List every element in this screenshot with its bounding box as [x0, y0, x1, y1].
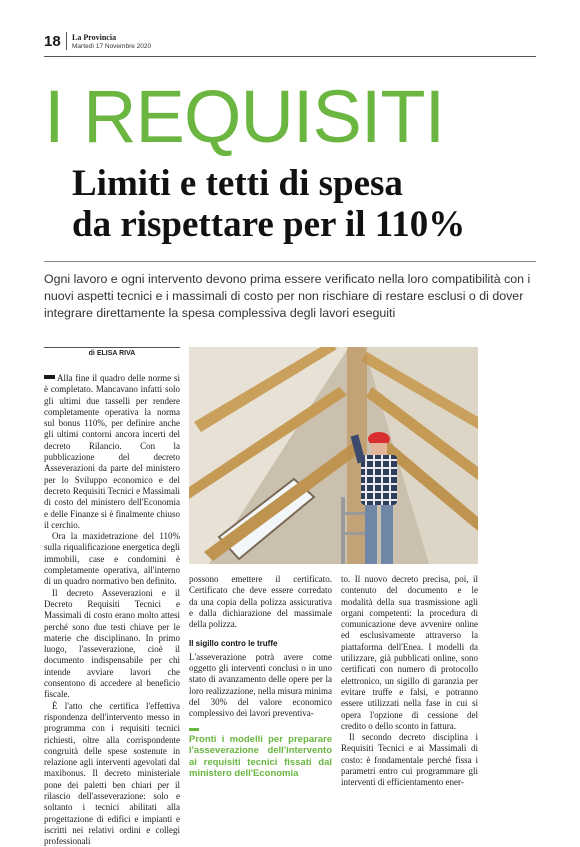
paragraph: L'asseverazione potrà avere come oggetto gli interventi conclusi o in uno stato di avanzamento delle opere per la loro realizzazione, nella misura minima del 30% del valore economico complessivo dei lavori preventiva- — [189, 651, 332, 719]
article-column-2 — [189, 574, 332, 780]
paragraph: to. Il nuovo decreto precisa, poi, il contenuto del documento e le modalità della sua trasmissione agli organi competenti: la procedura di comunicazione deve avvenire online ed esclusivamente attraverso la piattaforma dell'Enea. I modelli da utilizzare, già pubblicati online, sono certificati con numero di protocollo elettronico, un sigillo di garanzia per evitare truffe e falsi, e potranno essere utilizzati nella fase in cui si opera l'opzione di cessione del credito o dello sconto in fattura. — [341, 574, 478, 731]
issue-date: Martedì 17 Novembre 2020 — [72, 43, 152, 50]
article-column-1 — [44, 373, 180, 847]
article-summary: Ogni lavoro e ogni intervento devono prima essere verificato nella loro compatibilità con i nuovi aspetti tecnici e i massimali di costo per non rischiare di restare esclusi o di dover integrare direttamente la spesa complessiva degli lavori eseguiti — [44, 272, 531, 320]
lead-marker-icon — [44, 375, 55, 379]
article-title — [72, 163, 465, 245]
pull-marker-icon — [189, 728, 199, 731]
title-line-1: Limiti e tetti di spesa — [72, 163, 403, 204]
paragraph: Alla fine il quadro delle norme si è completato. Mancavano infatti solo gli ultimi due tasselli per rendere completamente operativa la norma sul bonus 110%, per definire anche gli ultimi contorni ancora incerti del decreto Rilancio. Con la pubblicazione del decreto Asseverazioni da parte del ministero per lo Sviluppo economico e del decreto Requisiti Tecnici e Massimali di costo del ministero dell'Economia e delle Finanze si è finalmente chiuso il cerchio. — [44, 373, 180, 530]
paragraph: È l'atto che certifica l'effettiva rispondenza dell'intervento messo in programma con i requisiti tecnici richiesti, oltre alla corrispondente congruità delle spese sostenute in relazione agli interventi agevolati dal maxibonus. Il decreto ministeriale pone dei paletti ben chiari per il rilascio dell'asseverazione: solo e soltanto i tecnici abilitati alla progettazione di edifici e impianti e iscritti nei relativi ordini e collegi professionali — [44, 700, 180, 847]
title-line-2: da rispettare per il 110% — [72, 204, 466, 245]
publication-name: La Provincia — [72, 33, 117, 42]
paragraph: Ora la maxidetrazione del 110% sulla riqualificazione energetica degli immobili, case e condomini è completamente operativa, all'interno di un quadro normativo ben definito. — [44, 531, 180, 587]
paragraph: Il secondo decreto disciplina i Requisiti Tecnici e ai Massimali di costo: è fondamentale perché fissa i parametri entro cui programmare gli interventi di efficientamento ener- — [341, 732, 478, 788]
header-divider — [66, 32, 67, 50]
paragraph: possono emettere il certificato. Certificato che deve essere corredato da una copia della polizza assicurativa e dalla dichiarazione del massimale della polizza. — [189, 574, 332, 630]
section-subhead: Il sigillo contro le truffe — [189, 639, 278, 649]
paragraph: Il decreto Asseverazioni e il Decreto Requisiti Tecnici e Massimali di costo erano molto attesi perché sono due testi chiave per le materie che disciplinano. In primo luogo, l'asseverazione, cioè il documento indispensabile per chi intende avviare lavori che consentono di accedere al beneficio fiscale. — [44, 587, 180, 700]
header-rule — [44, 56, 536, 57]
section-kicker: I REQUISITI — [44, 75, 445, 158]
byline: di ELISA RIVA — [88, 350, 136, 357]
title-rule — [44, 261, 536, 262]
pull-quote: Pronti i modelli per preparare l'asseverazione dell'intervento ai requisiti tecnici fissati dal ministero dell'Economia — [189, 733, 332, 780]
article-column-3 — [341, 574, 478, 789]
byline-rule — [44, 347, 180, 348]
page-number: 18 — [44, 33, 61, 50]
attic-renovation-photo — [189, 347, 478, 564]
